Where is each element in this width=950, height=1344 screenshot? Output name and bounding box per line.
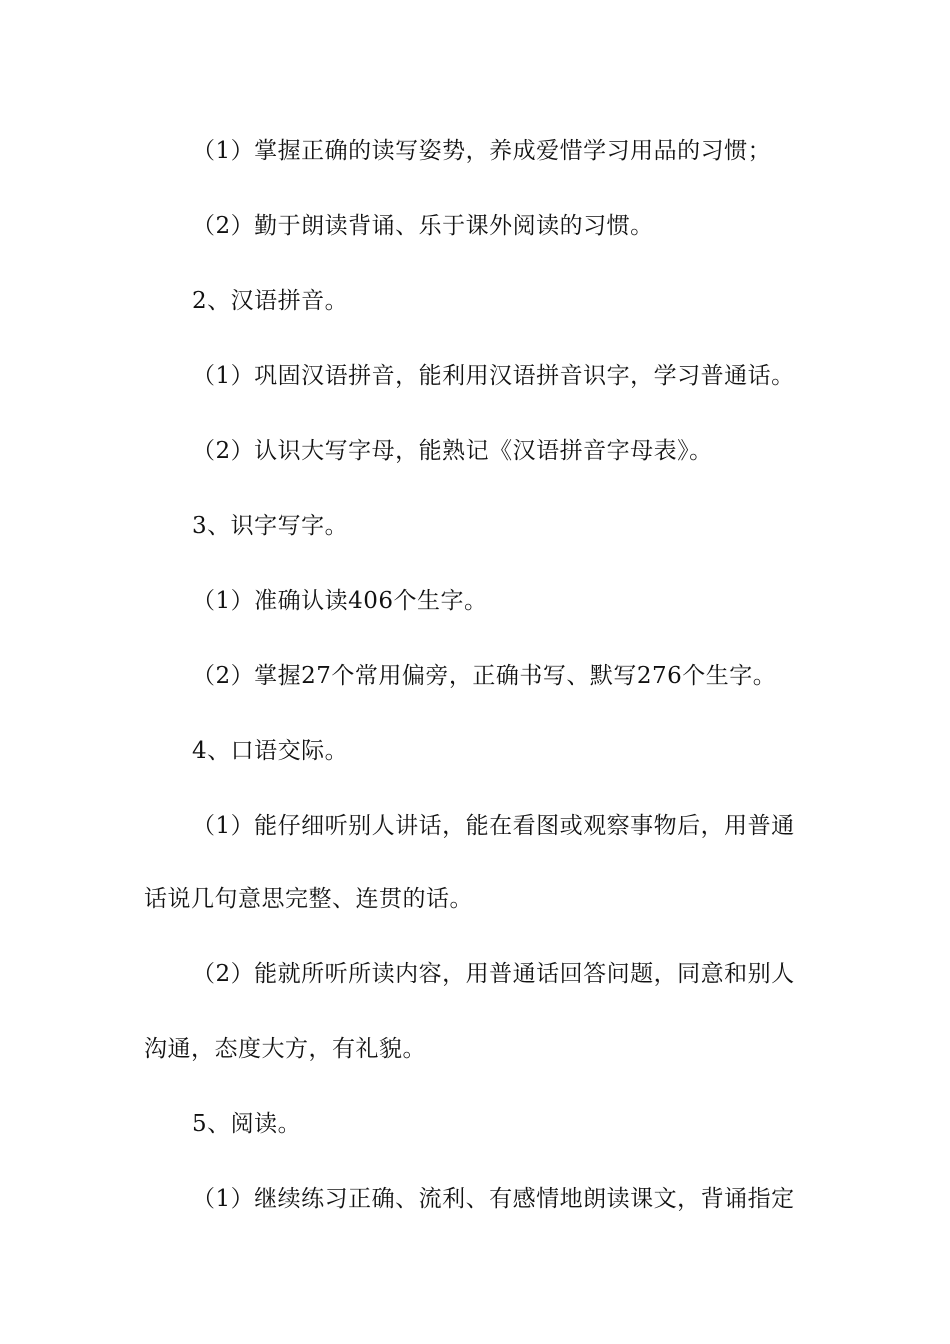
- list-item-pinyin-consolidate: （1）巩固汉语拼音，能利用汉语拼音识字，学习普通话。: [192, 363, 795, 389]
- list-item-answering-continued: 沟通，态度大方，有礼貌。: [144, 1036, 426, 1062]
- list-item-listening-continued: 话说几句意思完整、连贯的话。: [144, 886, 473, 912]
- list-item-radicals: （2）掌握27个常用偏旁，正确书写、默写276个生字。: [192, 663, 777, 689]
- section-heading-pinyin: 2、汉语拼音。: [192, 288, 349, 314]
- section-heading-reading: 5、阅读。: [192, 1111, 302, 1137]
- list-item-recognize-characters: （1）准确认读406个生字。: [192, 588, 488, 614]
- list-item-reading-habit: （2）勤于朗读背诵、乐于课外阅读的习惯。: [192, 213, 654, 239]
- list-item-listening: （1）能仔细听别人讲话，能在看图或观察事物后，用普通: [192, 813, 795, 839]
- section-heading-oral: 4、口语交际。: [192, 738, 349, 764]
- section-heading-literacy: 3、识字写字。: [192, 513, 349, 539]
- list-item-capital-letters: （2）认识大写字母，能熟记《汉语拼音字母表》。: [192, 438, 713, 464]
- list-item-answering: （2）能就所听所读内容，用普通话回答问题，同意和别人: [192, 961, 795, 987]
- list-item-writing-posture: （1）掌握正确的读写姿势，养成爱惜学习用品的习惯；: [192, 138, 772, 164]
- list-item-reading-aloud: （1）继续练习正确、流利、有感情地朗读课文，背诵指定: [192, 1186, 795, 1212]
